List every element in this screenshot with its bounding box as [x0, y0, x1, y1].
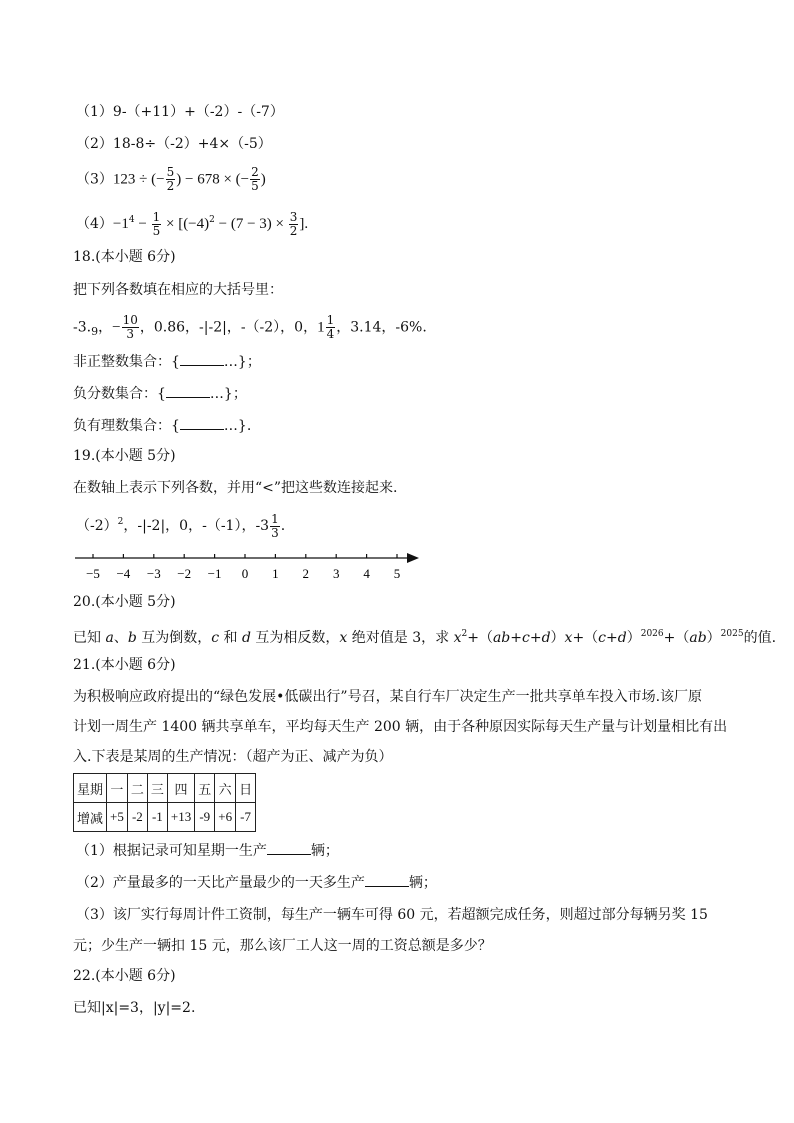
- q18-set-negative-fractions: 负分数集合：{ …}；: [73, 386, 247, 402]
- table-cell: -1: [147, 803, 167, 832]
- table-cell: -9: [195, 803, 215, 832]
- axis-tick-label: −1: [207, 566, 222, 581]
- q19-numbers: $(-2)^2$，-|-2|，0，-（-1），-3 $\frac{1}{3}$ .: [76, 511, 286, 540]
- q21-subquestion-2: （2）产量最多的一天比产量最少的一天多生产 辆；: [76, 875, 437, 891]
- axis-tick-label: −2: [177, 566, 192, 581]
- fraction: $\frac{1}{5}$: [152, 209, 161, 238]
- q17-part3: （3）123 ÷ (− $\frac{5}{2}$ ) − 678 × (− $\frac{2}{5}$ ): [76, 165, 266, 193]
- q18-numbers: $-3._9$，− $\frac{10}{3}$ ，0.86，-|-2|，-（-2），0，1 $\frac{1}{4}$ ，3.14，-6%.: [73, 313, 427, 341]
- table-cell: 星期: [74, 774, 107, 803]
- q21-subquestion-3-line2: 元；少生产一辆扣 15 元，那么该厂工人这一周的工资总额是多少？: [73, 938, 492, 954]
- q22-text: 已知|x|=3，|y|=2.: [73, 1000, 196, 1016]
- fraction: $\frac{2}{5}$: [251, 165, 259, 193]
- q19-instruction: 在数轴上表示下列各数，并用“<”把这些数连接起来.: [73, 480, 398, 496]
- table-cell: 五: [195, 774, 215, 803]
- table-cell: 六: [215, 774, 236, 803]
- axis-tick-label: −4: [116, 566, 131, 581]
- answer-blank[interactable]: [180, 353, 224, 366]
- table-cell: 二: [127, 774, 147, 803]
- axis-tick-label: 3: [332, 566, 340, 581]
- q21-header: 21.(本小题 6分): [73, 657, 176, 673]
- axis-tick-label: −3: [146, 566, 161, 581]
- fraction: $\frac{10}{3}$: [122, 313, 138, 341]
- production-table: [73, 773, 256, 832]
- axis-arrow-icon: [407, 553, 419, 563]
- q20-text: 已知 a、b 互为倒数，c 和 d 互为相反数，x 绝对值是 3，求 $x^2+(ab+c+d)x+(c+d)^{2026}+(ab)^{2025}$的值.: [73, 629, 777, 646]
- q18-set-nonpositive-integers: 非正整数集合：{ …}；: [73, 354, 261, 370]
- q21-paragraph-line3: 入.下表是某周的生产情况：（超产为正、减产为负）: [73, 749, 393, 765]
- axis-tick-label: 0: [241, 566, 249, 581]
- table-cell: 三: [147, 774, 167, 803]
- table-cell: 增减: [74, 803, 107, 832]
- q19-header: 19.(本小题 5分): [73, 448, 176, 464]
- table-cell: -2: [127, 803, 147, 832]
- answer-blank[interactable]: [166, 385, 210, 398]
- q21-subquestion-3-line1: （3）该厂实行每周计件工资制，每生产一辆车可得 60 元，若超额完成任务，则超过部分每辆另奖 15: [76, 907, 708, 923]
- table-cell: +5: [107, 803, 128, 832]
- number-line: [73, 540, 433, 584]
- table-row: [74, 803, 256, 832]
- table-cell: 四: [167, 774, 194, 803]
- q20-header: 20.(本小题 5分): [73, 594, 176, 610]
- table-cell: 一: [107, 774, 128, 803]
- table-cell: +13: [167, 803, 194, 832]
- fraction: $\frac{1}{3}$: [271, 511, 279, 540]
- fraction: $\frac{1}{4}$: [326, 313, 335, 341]
- q22-header: 22.(本小题 6分): [73, 968, 176, 984]
- axis-tick-label: 1: [272, 566, 279, 581]
- q21-paragraph-line2: 计划一周生产 1400 辆共享单车，平均每天生产 200 辆，由于各种原因实际每天生产量与计划量相比有出: [73, 719, 728, 735]
- q18-instruction: 把下列各数填在相应的大括号里：: [73, 282, 283, 298]
- table-row: [74, 774, 256, 803]
- q17-part1: （1）9-（+11）+（-2）-（-7）: [76, 104, 284, 120]
- fraction: $\frac{3}{2}$: [289, 209, 298, 238]
- q21-subquestion-1: （1）根据记录可知星期一生产 辆；: [76, 843, 339, 859]
- q17-part4: $(4)-1^4$ − $\frac{1}{5}$ × [$(-4)^2 - (7 - 3)$ × $\frac{3}{2}$ ].: [76, 209, 309, 238]
- table-cell: 日: [236, 774, 256, 803]
- axis-tick-label: 2: [302, 566, 310, 581]
- table-cell: -7: [236, 803, 256, 832]
- q21-paragraph-line1: 为积极响应政府提出的“绿色发展•低碳出行”号召，某自行车厂决定生产一批共享单车投入市场.该厂原: [73, 689, 703, 705]
- q18-header: 18.(本小题 6分): [73, 249, 176, 265]
- q18-set-negative-rationals: 负有理数集合：{ …}.: [73, 418, 252, 434]
- axis-tick-label: 4: [363, 566, 370, 581]
- fraction: $\frac{5}{2}$: [166, 165, 175, 193]
- axis-tick-label: −5: [86, 566, 100, 581]
- q17-part2: （2）18-8÷（-2）+4×（-5）: [76, 136, 272, 152]
- axis-tick-label: 5: [393, 566, 401, 581]
- answer-blank[interactable]: [180, 417, 224, 430]
- answer-blank[interactable]: [365, 874, 409, 887]
- table-cell: +6: [215, 803, 236, 832]
- answer-blank[interactable]: [267, 842, 311, 855]
